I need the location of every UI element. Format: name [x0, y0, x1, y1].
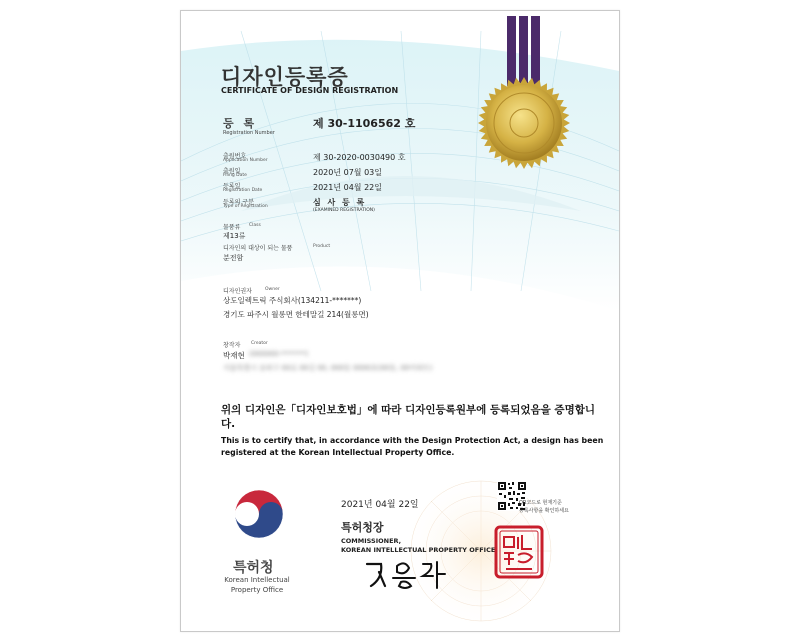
application-number-label-en: Application Number	[223, 158, 268, 163]
filing-date: 2020년 07월 03일	[313, 168, 382, 177]
owner-name: 상도일렉트릭 주식회사(134211-*******)	[223, 296, 362, 305]
filing-date-label: 출원일	[223, 168, 241, 175]
certificate	[180, 10, 620, 632]
qr-note-line2: 등록사항을 확인하세요	[519, 508, 569, 514]
registration-type-label-en: Type of Registration	[223, 204, 268, 209]
class-value: 제13류	[223, 232, 246, 240]
certification-statement-ko: 위의 디자인은「디자인보호법」에 따라 디자인등록원부에 등록되었음을 증명합니다.	[221, 404, 595, 430]
creator-label: 창작자	[223, 342, 241, 349]
creator-id-redacted: (000000-*******)	[249, 350, 309, 358]
product-label-en: Product	[313, 244, 331, 249]
application-number: 제 30-2020-0030490 호	[313, 153, 406, 162]
office-title-en	[341, 537, 495, 555]
kipo-name-en-line2: Property Office	[230, 586, 284, 594]
gold-seal-icon	[471, 11, 581, 191]
qr-note-line1: QR코드로 현재기준	[519, 500, 562, 506]
registration-type-en: (EXAMINED REGISTRATION)	[313, 208, 375, 213]
registration-date: 2021년 04월 22일	[313, 183, 382, 192]
office-title-en-line2: KOREAN INTELLECTUAL PROPERTY OFFICE	[341, 546, 496, 554]
registration-type: 심 사 등 록	[313, 198, 367, 207]
kipo-name: 특허청	[233, 560, 274, 576]
product-label: 디자인의 대상이 되는 물품	[223, 245, 293, 252]
registration-label: 등 록	[223, 117, 258, 130]
official-seal-stamp-icon	[494, 525, 544, 579]
owner-label: 디자인권자	[223, 288, 252, 295]
registration-date-label: 등록일	[223, 183, 241, 190]
product-value: 분전함	[223, 254, 244, 262]
creator-label-en: Creator	[251, 341, 268, 346]
certificate-title: 디자인등록증	[221, 65, 349, 89]
owner-label-en: Owner	[265, 287, 280, 292]
registration-label-en: Registration Number	[223, 130, 275, 136]
certification-statement-en: This is to certify that, in accordance with the Design Protection Act, a design has been registered at the Korean Intellectual Property Office.	[221, 436, 604, 457]
office-title: 특허청장	[341, 521, 384, 534]
office-title-en-line1: COMMISSIONER,	[341, 537, 402, 545]
application-number-label: 출원번호	[223, 153, 247, 160]
qr-note	[519, 499, 569, 515]
creator-name: 박재현	[223, 351, 245, 360]
registration-number: 제 30-1106562 호	[313, 117, 416, 130]
class-label: 물품류	[223, 224, 241, 231]
kipo-logo-icon	[234, 489, 284, 539]
signature-icon	[361, 556, 451, 592]
kipo-name-en-line1: Korean Intellectual	[224, 576, 290, 584]
filing-date-label-en: Filing Date	[223, 173, 247, 178]
certificate-title-en: CERTIFICATE OF DESIGN REGISTRATION	[221, 86, 399, 95]
kipo-name-en	[209, 575, 305, 595]
issue-date: 2021년 04월 22일	[341, 500, 419, 510]
registration-date-label-en: Registration Date	[223, 188, 263, 193]
class-label-en: Class	[249, 223, 261, 228]
owner-address: 경기도 파주시 월롱면 한테말길 214(월롱면)	[223, 310, 369, 319]
creator-address-redacted: 서울특별시 송파구 00로 00길 00, 000동 0000호(00동, 00아파트)	[223, 364, 433, 372]
registration-type-label: 등록의 구분	[223, 199, 254, 206]
